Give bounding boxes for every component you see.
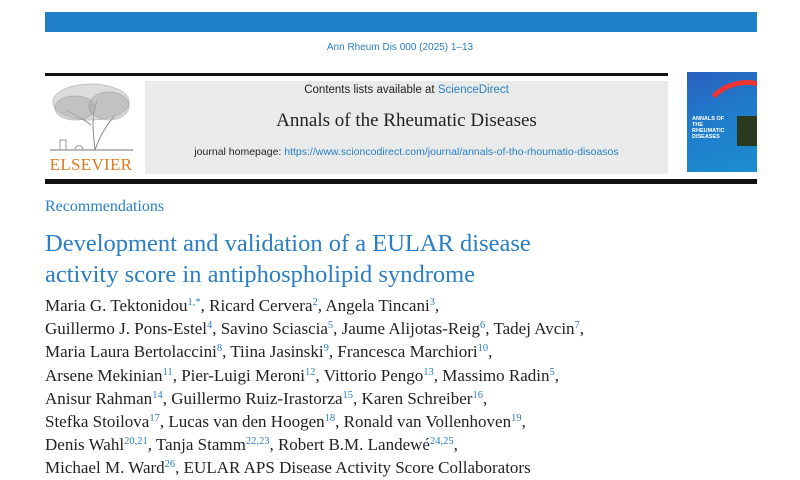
- author-name: Lucas van den Hoogen: [168, 412, 325, 432]
- author-name: Angela Tincani: [325, 296, 430, 315]
- affiliation-link[interactable]: 8: [216, 343, 223, 355]
- affiliation-link[interactable]: 24,25: [429, 436, 454, 448]
- affiliation-link[interactable]: 17: [149, 413, 160, 425]
- elsevier-logo[interactable]: [45, 80, 137, 175]
- author-name: Tiina Jasinski: [230, 342, 324, 362]
- author-line: Stefka Stoilova$^{17}$, Lucas van den Hoogen$^{18}$, Ronald van Vollenhoven$^{19}$,: [45, 412, 526, 432]
- affiliation-link[interactable]: 13: [423, 366, 434, 378]
- affiliation-link[interactable]: 1,*: [187, 297, 201, 308]
- article-type: Recommendations: [45, 198, 165, 215]
- contents-line: [145, 84, 668, 96]
- author-name: Denis Wahl: [45, 435, 125, 455]
- elsevier-wordmark: ELSEVIER: [49, 155, 133, 174]
- cover-title: ANNALS OF THE RHEUMATIC DISEASES: [692, 116, 725, 140]
- journal-name: Annals of the Rheumatic Diseases: [276, 110, 537, 131]
- affiliation-link[interactable]: 20,21: [124, 436, 148, 448]
- affiliation-link[interactable]: 15: [342, 389, 354, 401]
- author-name: Tanja Stamm: [155, 435, 246, 455]
- affiliation-link[interactable]: 22,23: [245, 436, 270, 448]
- affiliation-link[interactable]: 18: [324, 413, 336, 425]
- sciencedirect-link[interactable]: ScienceDirect: [437, 84, 509, 96]
- author-line: Maria Laura Bertolaccini$^8$, Tiina Jasinski$^9$, Francesca Marchiori$^{10}$,: [45, 342, 493, 362]
- article-title: [45, 228, 665, 290]
- author-line: Michael M. Ward$^{26}$, EULAR APS Disease Activity Score Collaborators: [45, 458, 531, 478]
- author-name: Ronald van Vollenhoven: [343, 412, 512, 432]
- author-line: Maria G. Tektonidou$^{1,*}$, Ricard Cervera$^2$, Angela Tincani$^3$,: [45, 296, 440, 315]
- top-color-bar: [45, 12, 757, 32]
- author-name: Michael M. Ward: [45, 458, 165, 478]
- affiliation-link[interactable]: 11: [162, 366, 173, 378]
- author-name: EULAR APS Disease Activity Score Collaborators: [183, 458, 531, 478]
- author-name: Stefka Stoilova: [45, 412, 150, 432]
- author-name: Guillermo J. Pons-Estel: [45, 319, 207, 339]
- affiliation-link[interactable]: 12: [305, 366, 316, 378]
- homepage-line: [145, 146, 668, 158]
- author-line: Denis Wahl$^{20,21}$, Tanja Stamm$^{22,23}$, Robert B.M. Landewé$^{24,25}$,: [45, 435, 458, 455]
- author-name: Massimo Radin: [442, 365, 550, 385]
- author-list: [45, 294, 584, 480]
- journal-citation: Ann Rheum Dis 000 (2025) 1–13: [326, 42, 474, 53]
- journal-cover-thumbnail[interactable]: [687, 72, 757, 172]
- title-line: Development and validation of a EULAR disease: [45, 230, 531, 257]
- author-name: Maria Laura Bertolaccini: [45, 342, 217, 362]
- author-name: Francesca Marchiori: [337, 342, 478, 362]
- affiliation-link[interactable]: 4: [206, 320, 213, 332]
- affiliation-link[interactable]: 3: [429, 297, 435, 308]
- author-line: Arsene Mekinian$^{11}$, Pier-Luigi Meroni$^{12}$, Vittorio Pengo$^{13}$, Massimo Radin$^5$,: [45, 365, 559, 385]
- cover-photo: [737, 116, 757, 146]
- affiliation-link[interactable]: 14: [152, 389, 163, 401]
- homepage-label: journal homepage:: [194, 146, 285, 158]
- affiliation-link[interactable]: 10: [477, 343, 489, 355]
- tree-icon: [45, 80, 137, 152]
- affiliation-link[interactable]: 26: [164, 459, 176, 471]
- author-name: Karen Schreiber: [361, 388, 473, 408]
- divider-bottom: [45, 179, 757, 184]
- affiliation-link[interactable]: 16: [472, 389, 483, 401]
- author-name: Robert B.M. Landewé: [277, 435, 430, 455]
- affiliation-link[interactable]: 5: [549, 366, 555, 378]
- divider-top: [45, 73, 668, 76]
- author-name: Pier-Luigi Meroni: [181, 365, 306, 385]
- author-name: Tadej Avcin: [493, 319, 575, 339]
- author-line: Anisur Rahman$^{14}$, Guillermo Ruiz-Irastorza$^{15}$, Karen Schreiber$^{16}$,: [45, 388, 488, 408]
- author-name: Jaume Alijotas-Reig: [341, 319, 480, 339]
- affiliation-link[interactable]: 6: [479, 320, 486, 332]
- author-name: Arsene Mekinian: [45, 365, 163, 385]
- author-name: Vittorio Pengo: [323, 365, 424, 385]
- contents-prefix: Contents lists available at: [304, 84, 438, 96]
- author-name: Anisur Rahman: [45, 388, 153, 408]
- affiliation-link[interactable]: 2: [312, 297, 318, 308]
- homepage-link[interactable]: https://www.scioncodirect.com/journal/annals-of-tho-rhoumatio-disoasos: [284, 146, 619, 158]
- author-name: Ricard Cervera: [209, 296, 313, 315]
- author-name: Maria G. Tektonidou: [45, 296, 188, 315]
- author-line: Guillermo J. Pons-Estel$^4$, Savino Sciascia$^5$, Jaume Alijotas-Reig$^6$, Tadej Avcin$^7$,: [45, 319, 585, 339]
- affiliation-link[interactable]: 5: [327, 320, 334, 332]
- journal-masthead: [145, 81, 668, 174]
- author-name: Savino Sciascia: [220, 319, 328, 339]
- author-name: Guillermo Ruiz-Irastorza: [171, 388, 343, 408]
- title-line: activity score in antiphospholipid syndrome: [45, 261, 476, 288]
- affiliation-link[interactable]: 9: [323, 343, 329, 355]
- affiliation-link[interactable]: 19: [511, 413, 522, 425]
- affiliation-link[interactable]: 7: [574, 320, 580, 332]
